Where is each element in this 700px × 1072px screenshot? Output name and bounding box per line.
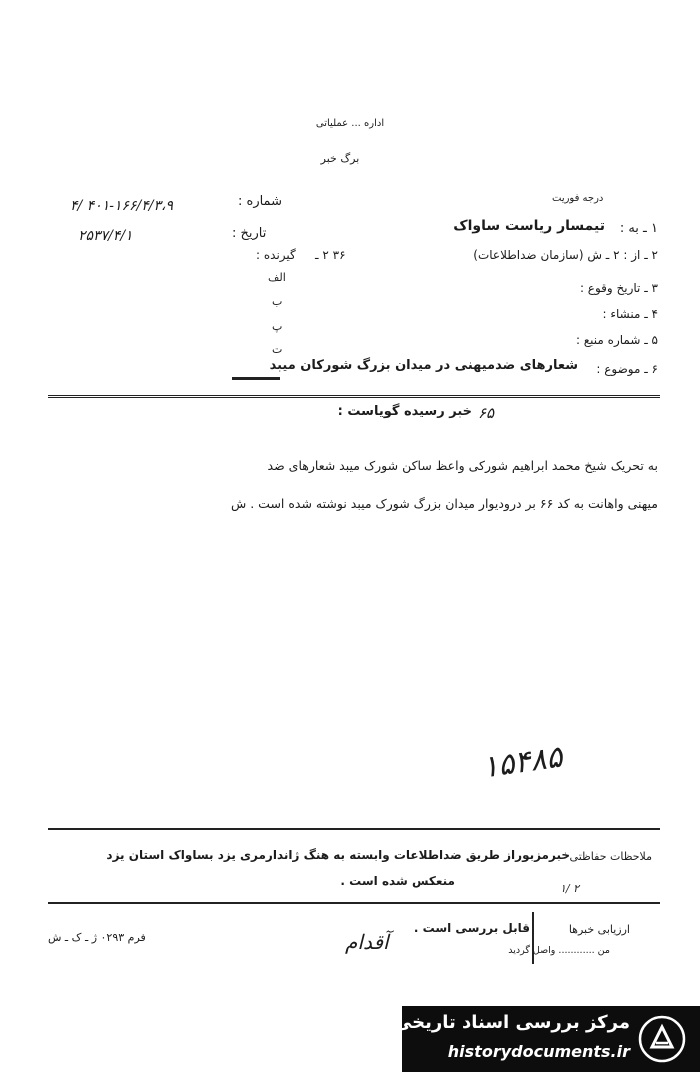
header-divider <box>48 395 660 398</box>
source-number-label: ۵ ـ شماره منبع : <box>575 333 658 347</box>
number-label: شماره : <box>238 194 282 209</box>
remarks-top-rule <box>48 828 660 830</box>
receiver-label: گیرنده : <box>256 248 296 262</box>
form-title: برگ خبر <box>320 152 360 165</box>
list-item-t: ت <box>272 343 283 356</box>
evaluation-value: قابل بررسی است . <box>413 921 530 935</box>
intro-mark: ۶۵ <box>478 404 495 422</box>
remarks-line-1: خبرمزبوراز طریق ضداطلاعات وابسته به هنگ ژاندارمری یزد بساواک استان یزد <box>106 848 570 862</box>
subject-value: شعارهای ضدمیهنی در میدان بزرگ شورکان میبد <box>269 358 578 373</box>
watermark-banner <box>393 1006 700 1072</box>
signature: آقدام <box>345 930 389 954</box>
subject-label: ۶ ـ موضوع : <box>596 362 658 376</box>
small-date: ۱/ ۲ <box>560 882 580 895</box>
list-item-p: پ <box>272 320 283 333</box>
evaluator-line: من ............ واصل گردید <box>508 945 610 956</box>
category-note: درجه فوریت <box>552 193 604 204</box>
body-line-2: میهنی واهانت به کد ۶۶ بر درودیوار میدان بزرگ شورک میبد نوشته شده است . ش <box>230 496 658 511</box>
to-label: ۱ ـ به : <box>619 221 658 236</box>
to-value: تیمسار ریاست ساواک <box>453 218 605 234</box>
archive-number: ۱۵۴۸۵ <box>479 739 565 786</box>
from-label: ۲ ـ از : ۲ ـ ش (سازمان ضداطلاعات) <box>473 248 658 262</box>
event-date-label: ۳ ـ تاریخ وقوع : <box>579 281 658 295</box>
subject-underline <box>232 377 280 380</box>
body-line-1: به تحریک شیخ محمد ابراهیم شورکی واعظ ساکن شورک میبد شعارهای ضد <box>267 458 658 473</box>
number-value: ۴/ ۴۰۱-۱۶۶/۴/۳،۹ <box>70 198 174 214</box>
remarks-label: ملاحظات حفاظتی <box>569 850 652 863</box>
list-item-a: الف <box>268 271 286 284</box>
date-value: ۲۵۳۷/۴/۱ <box>78 228 133 244</box>
watermark-url: historydocuments.ir <box>447 1042 630 1061</box>
evaluation-divider <box>532 912 534 964</box>
evaluation-label: ارزیابی خبرها <box>568 923 630 936</box>
date-label: تاریخ : <box>232 226 267 241</box>
archive-logo-icon <box>638 1015 686 1063</box>
remarks-line-2: منعکس شده است . <box>340 874 455 888</box>
watermark-title: مرکز بررسی اسناد تاریخی <box>393 1012 630 1033</box>
body-intro: خبر رسیده گویاست : <box>337 404 472 419</box>
org-line: اداره ... عملیاتی <box>315 118 385 129</box>
evaluation-rule <box>48 902 660 904</box>
from-code: ۳۶ ۲ ـ <box>315 248 346 262</box>
source-label: ۴ ـ منشاء : <box>602 307 658 321</box>
list-item-b: ب <box>272 295 283 308</box>
form-code: فرم ۰۲۹۳ ژ ـ ک ـ ش <box>48 931 146 944</box>
